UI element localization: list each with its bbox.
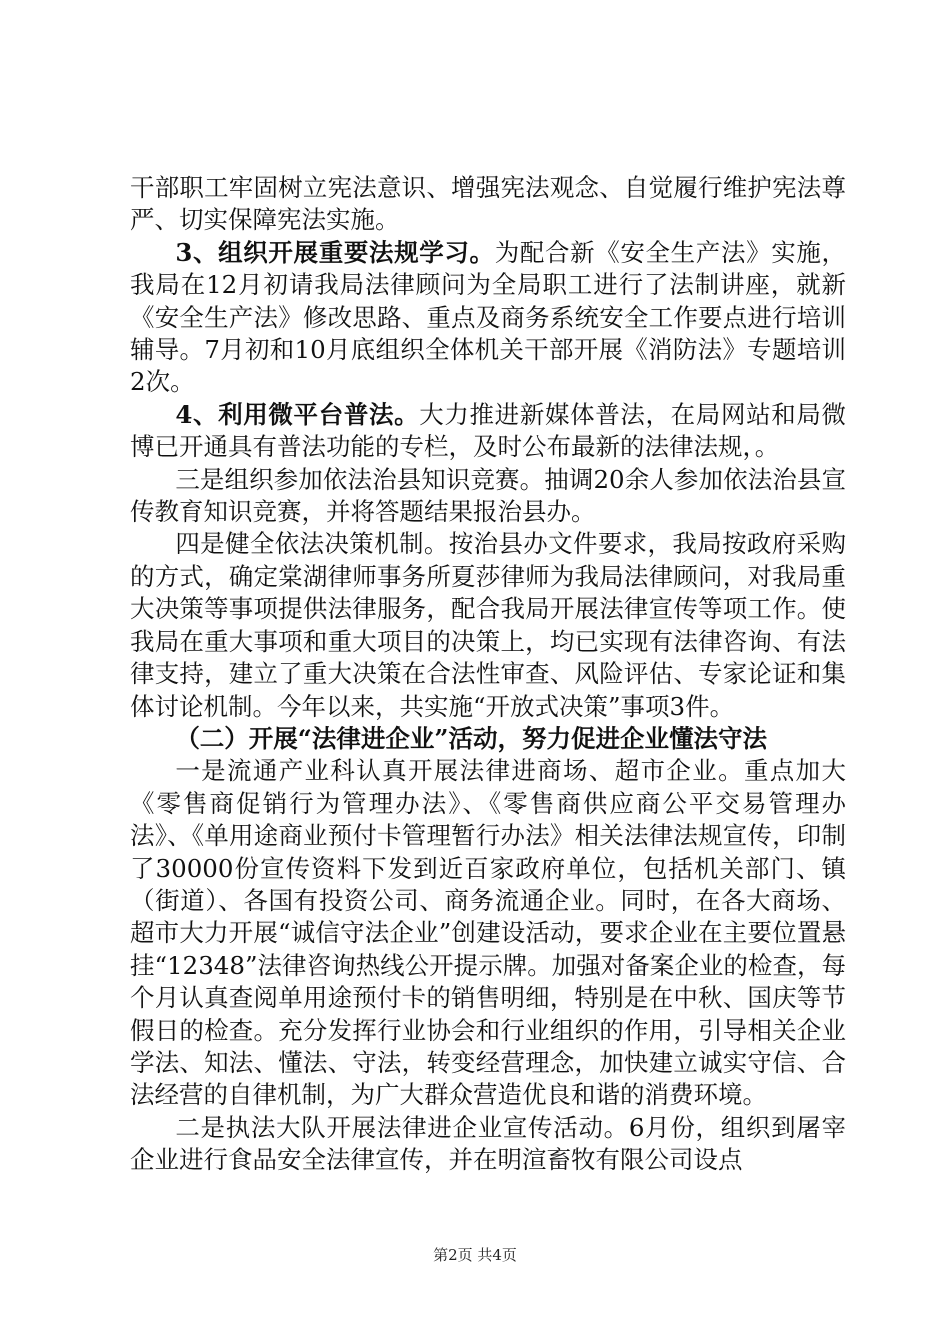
paragraph-text: 三是组织参加依法治县知识竞赛。抽调20余人参加依法治县宣传教育知识竞赛，并将答题结果报治县办。 xyxy=(130,464,846,527)
paragraph-malls-supermarkets xyxy=(130,755,846,1111)
paragraph-decision-mechanism xyxy=(130,528,846,722)
paragraph-text: 一是流通产业科认真开展法律进商场、超市企业。重点加大《零售商促销行为管理办法》、《零售商供应商公平交易管理办法》、《单用途商业预付卡管理暂行办法》相关法律法规宣传，印制了30000份宣传资料下发到近百家政府单位，包括机关部门、镇（街道）、各国有投资公司、商务流通企业。同时，在各大商场、超市大力开展“诚信守法企业”创建设活动，要求企业在主要位置悬挂“12348”法律咨询热线公开提示牌。加强对备案企业的检查，每个月认真查阅单用途预付卡的销售明细，特别是在中秋、国庆等节假日的检查。充分发挥行业协会和行业组织的作用，引导相关企业学法、知法、懂法、守法，转变经营理念，加快建立诚实守信、合法经营的自律机制，为广大群众营造优良和谐的消费环境。 xyxy=(130,756,846,1110)
paragraph-text: 为配合新《安全生产法》实施，我局在12月初请我局法律顾问为全局职工进行了法制讲座，就新《安全生产法》修改思路、重点及商务系统安全工作要点进行培训辅导。7月初和10月底组织全体机关干部开展《消防法》专题培训2次。 xyxy=(130,237,847,397)
paragraph-text: 大力推进新媒体普法，在局网站和局微博已开通具有普法功能的专栏，及时公布最新的法律法规，。 xyxy=(130,399,847,462)
paragraph-lead: 3、组织开展重要法规学习。 xyxy=(175,237,495,267)
paragraph-knowledge-contest xyxy=(130,464,846,529)
paragraph-text: 干部职工牢固树立宪法意识、增强宪法观念、自觉履行维护宪法尊严、切实保障宪法实施。 xyxy=(130,173,846,235)
paragraph-continuation xyxy=(130,172,846,237)
section-heading: （二）开展“法律进企业”活动，努力促进企业懂法守法 xyxy=(175,723,767,753)
paragraph-lead: 4、利用微平台普法。 xyxy=(175,399,420,429)
paragraph-regulation-study xyxy=(130,237,846,399)
paragraph-text: 四是健全依法决策机制。按治县办文件要求，我局按政府采购的方式，确定棠湖律师事务所夏莎律师为我局法律顾问，对我局重大决策等事项提供法律服务，配合我局开展法律宣传等项工作。使我局在重大事项和重大项目的决策上，均已实现有法律咨询、有法律支持，建立了重大决策在合法性审查、风险评估、专家论证和集体讨论机制。今年以来，共实施“开放式决策”事项3件。 xyxy=(130,529,846,721)
paragraph-enforcement-team xyxy=(130,1112,846,1177)
paragraph-text: 二是执法大队开展法律进企业宣传活动。6月份，组织到屠宰企业进行食品安全法律宣传，并在明渲畜牧有限公司设点 xyxy=(130,1112,846,1175)
paragraph-micro-platform xyxy=(130,399,846,464)
page-footer xyxy=(0,1244,950,1265)
document-body xyxy=(130,172,846,1177)
page-number: 第2页 共4页 xyxy=(433,1246,517,1264)
